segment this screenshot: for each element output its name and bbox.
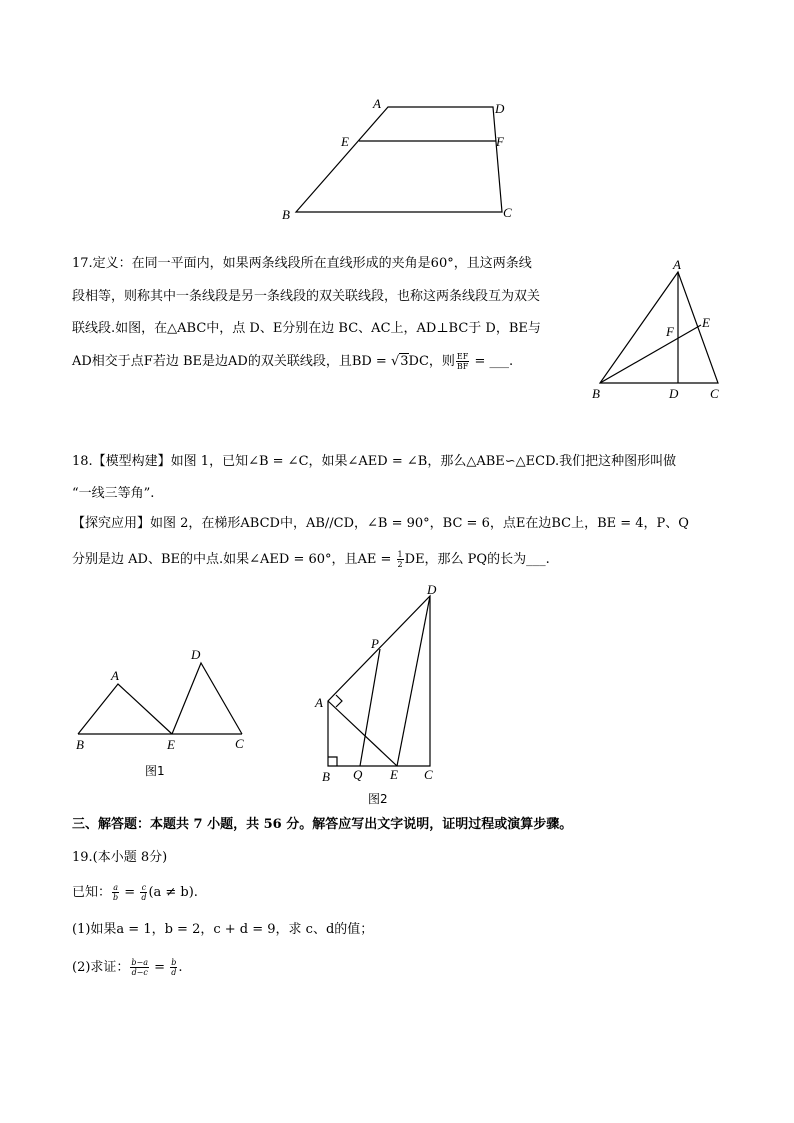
trapezoid-abcd: [328, 596, 430, 766]
fig2-label-e: E: [390, 767, 398, 782]
q17-line4-b: DC，则: [408, 354, 455, 369]
q19-part2-eq: =: [150, 960, 170, 975]
q19-part2-frac1: [130, 958, 149, 977]
q17-line4-c: = ___.: [470, 354, 514, 369]
fig2-label-p: P: [371, 636, 379, 651]
label-f: F: [496, 134, 504, 149]
q19-p2-f2-den: d: [171, 968, 177, 977]
q19-given-frac2: [140, 883, 147, 902]
fig2-label-d: D: [427, 582, 437, 597]
q17-label-b: B: [592, 386, 600, 401]
q17-label-f: F: [666, 324, 674, 339]
q18-line1: 18.【模型构建】如图 1，已知∠B = ∠C，如果∠AED = ∠B，那么△ABE∽△ECD.我们把这种图形叫做: [72, 454, 677, 469]
fig2-label-q: Q: [353, 767, 363, 782]
q17-frac-num: EF: [456, 352, 469, 361]
label-d: D: [495, 101, 505, 116]
fig1-label-e: E: [167, 737, 175, 752]
q19-part1: (1)如果a = 1，b = 2，c + d = 9，求 c、d的值；: [72, 922, 374, 937]
label-e: E: [341, 134, 349, 149]
q19-given-prefix: 已知：: [72, 885, 112, 900]
q19-f2-den: d: [141, 893, 147, 902]
q17-line4-a: AD相交于点F若边 BE是边AD的双关联线段，且BD =: [72, 354, 391, 369]
q19-given-suffix: (a ≠ b).: [148, 885, 198, 900]
q17-line3: 联线段.如图，在△ABC中，点 D、E分别在边 BC、AC上，AD⊥BC于 D，BE与: [72, 321, 541, 336]
fig1-label-b: B: [76, 737, 84, 752]
q19-part2: [72, 958, 182, 978]
q17-line4: AD相交于点F若边 BE是边AD的双关联线段，且BD = √3DC，则 $\frac{EF}{BF}$ = ___.: [72, 352, 514, 371]
q18-line4-a: 分别是边 AD、BE的中点.如果∠AED = 60°，且AE =: [72, 552, 396, 567]
label-a: A: [373, 96, 381, 111]
q19-part2-prefix: (2)求证：: [72, 960, 130, 975]
q19-given: [72, 883, 198, 903]
q17-label-d: D: [669, 386, 679, 401]
q19-f1-den: b: [113, 893, 119, 902]
fig1-label-d: D: [191, 647, 201, 662]
q18-line3: 【探究应用】如图 2，在梯形ABCD中，AB//CD，∠B = 90°，BC = 6，点E在边BC上，BE = 4，P、Q: [72, 516, 689, 531]
q19-p2-f1-num: b−a: [131, 958, 149, 967]
q17-label-a: A: [673, 257, 681, 272]
q17-line2: 段相等，则称其中一条线段是另一条线段的双关联线段，也称这两条线段互为双关: [72, 289, 541, 304]
q17-frac-den: BF: [456, 362, 469, 371]
fig2-label-b: B: [322, 769, 330, 784]
label-b: B: [282, 207, 290, 222]
segment-ed: [397, 596, 430, 766]
q19-f1-num: a: [113, 883, 118, 892]
q18-line2: “一线三等角”.: [72, 486, 155, 501]
segment-pq: [360, 649, 380, 766]
q19-part2-suffix: .: [178, 960, 183, 975]
q19-part2-frac2: [170, 958, 177, 977]
section-heading: 三、解答题：本题共 7 小题，共 56 分。解答应写出文字说明，证明过程或演算步骤。: [72, 817, 573, 832]
segment-ae: [328, 701, 397, 766]
right-angle-b: [328, 757, 337, 766]
q19-given-eq: =: [120, 885, 140, 900]
q19-p2-f2-num: b: [171, 958, 177, 967]
fig2-label-a: A: [315, 695, 323, 710]
q17-label-e: E: [702, 315, 710, 330]
q19-title: 19.(本小题 8分): [72, 850, 168, 865]
q19-p2-f1-den: d−c: [131, 968, 148, 977]
fig1-caption: 图1: [145, 764, 165, 778]
right-angle-a: [336, 695, 342, 707]
q17-line1: 17.定义：在同一平面内，如果两条线段所在直线形成的夹角是60°，且这两条线: [72, 256, 532, 271]
fig2-label-c: C: [424, 767, 433, 782]
fig1-label-c: C: [235, 736, 244, 751]
q19-given-frac1: [112, 883, 119, 902]
q18-frac-den: 2: [397, 560, 403, 569]
q17-sqrt-value: 3: [400, 354, 409, 369]
q19-f2-num: c: [141, 883, 147, 892]
fig2-caption: 图2: [368, 792, 388, 806]
label-c: C: [503, 205, 512, 220]
q18-line4-b: DE，那么 PQ的长为___.: [404, 552, 550, 567]
q17-label-c: C: [710, 386, 719, 401]
q18-frac-num: 1: [397, 550, 403, 559]
fig1-label-a: A: [111, 668, 119, 683]
